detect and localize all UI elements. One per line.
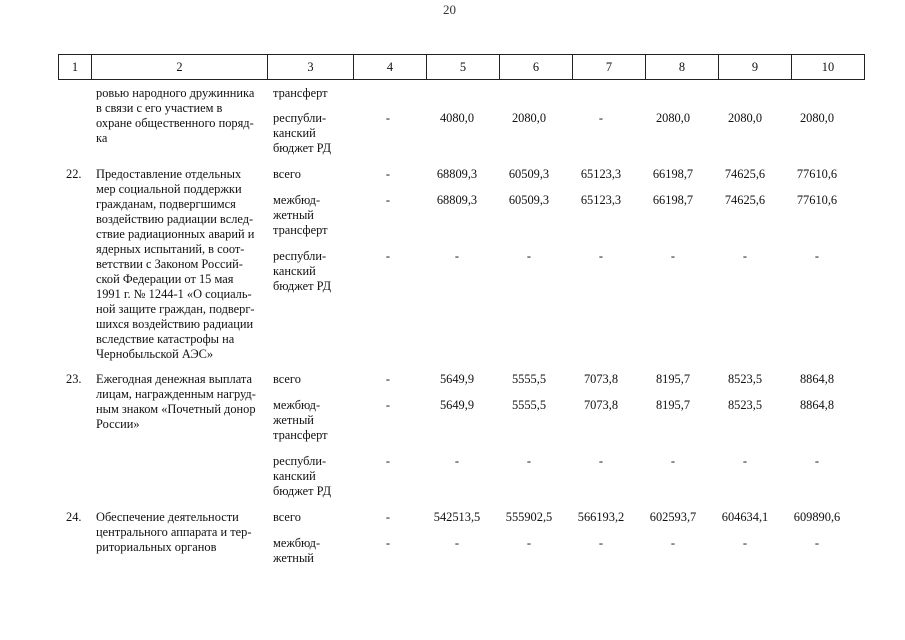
value-col-9: - (742, 454, 748, 468)
source-label-line: всего (273, 372, 301, 386)
header-col-1: 1 (59, 55, 92, 80)
value-col-10: 8864,8 (799, 398, 835, 412)
item-name-line: ствие радиационных аварий и (96, 227, 255, 241)
value-col-6: - (526, 536, 532, 550)
source-label-line: бюджет РД (273, 141, 332, 155)
source-label-line: всего (273, 167, 301, 181)
item-name-line: 1991 г. № 1244-1 «О социаль- (96, 287, 252, 301)
item-name-line: ка (96, 131, 108, 145)
header-col-8: 8 (646, 55, 719, 80)
value-col-10: 2080,0 (799, 111, 835, 125)
source-label-line: трансферт (273, 428, 328, 442)
value-col-8: 66198,7 (652, 193, 694, 207)
item-name-line: Чернобыльской АЭС» (96, 347, 214, 361)
value-col-9: 8523,5 (727, 398, 763, 412)
source-label-line: бюджет РД (273, 484, 332, 498)
value-col-5: 68809,3 (436, 167, 478, 181)
value-col-4: - (385, 398, 391, 412)
source-label-line: республи- (273, 454, 327, 468)
value-col-4: - (385, 536, 391, 550)
item-name-line: ской Федерации от 15 мая (96, 272, 234, 286)
value-col-10: 77610,6 (796, 193, 838, 207)
value-col-7: - (598, 454, 604, 468)
value-col-7: 7073,8 (583, 372, 619, 386)
header-col-10: 10 (792, 55, 865, 80)
source-label-line: межбюд- (273, 193, 321, 207)
item-name-line: Предоставление отдельных (96, 167, 242, 181)
value-col-5: 68809,3 (436, 193, 478, 207)
item-name-line: ровью народного дружинника (96, 86, 255, 100)
value-col-6: 5555,5 (511, 372, 547, 386)
source-label-line: республи- (273, 249, 327, 263)
value-col-8: - (670, 249, 676, 263)
value-col-10: 77610,6 (796, 167, 838, 181)
item-number: 23. (66, 372, 82, 386)
item-name-line: охране общественного поряд- (96, 116, 254, 130)
source-label-line: канский (273, 126, 316, 140)
item-name-line: вследствие катастрофы на (96, 332, 235, 346)
source-label-line: межбюд- (273, 398, 321, 412)
item-name-line: ядерных испытаний, в соот- (96, 242, 245, 256)
header-col-3: 3 (268, 55, 354, 80)
value-col-5: 542513,5 (433, 510, 481, 524)
value-col-6: - (526, 454, 532, 468)
value-col-9: 74625,6 (724, 167, 766, 181)
value-col-7: 7073,8 (583, 398, 619, 412)
item-name-line: Ежегодная денежная выплата (96, 372, 252, 386)
source-label-line: жетный (273, 551, 314, 565)
header-col-5: 5 (427, 55, 500, 80)
value-col-7: 566193,2 (577, 510, 625, 524)
value-col-4: - (385, 249, 391, 263)
source-label-line: канский (273, 264, 316, 278)
item-name-line: ветствии с Законом Россий- (96, 257, 243, 271)
value-col-5: 4080,0 (439, 111, 475, 125)
header-col-9: 9 (719, 55, 792, 80)
value-col-6: 555902,5 (505, 510, 553, 524)
source-label-line: бюджет РД (273, 279, 332, 293)
value-col-4: - (385, 454, 391, 468)
item-name-line: ной защите граждан, подверг- (96, 302, 255, 316)
source-label-line: жетный (273, 208, 314, 222)
value-col-8: 602593,7 (649, 510, 697, 524)
value-col-6: - (526, 249, 532, 263)
value-col-8: 2080,0 (655, 111, 691, 125)
header-col-7: 7 (573, 55, 646, 80)
source-label-line: межбюд- (273, 536, 321, 550)
item-name-line: ным знаком «Почетный донор (96, 402, 256, 416)
item-name-line: центрального аппарата и тер- (96, 525, 252, 539)
source-label-line: трансферт (273, 86, 328, 100)
value-col-10: 8864,8 (799, 372, 835, 386)
value-col-8: 66198,7 (652, 167, 694, 181)
item-name-line: Обеспечение деятельности (96, 510, 239, 524)
item-name-line: шихся воздействию радиации (96, 317, 254, 331)
value-col-5: - (454, 536, 460, 550)
value-col-7: 65123,3 (580, 193, 622, 207)
value-col-9: 74625,6 (724, 193, 766, 207)
item-name-line: лицам, награжденным нагруд- (96, 387, 256, 401)
item-name-line: России» (96, 417, 140, 431)
header-row (58, 54, 865, 80)
value-col-8: - (670, 454, 676, 468)
page-number: 20 (443, 2, 456, 17)
value-col-10: - (814, 536, 820, 550)
value-col-6: 5555,5 (511, 398, 547, 412)
item-name-line: мер социальной поддержки (96, 182, 242, 196)
item-number: 22. (66, 167, 82, 181)
source-label-line: трансферт (273, 223, 328, 237)
value-col-10: 609890,6 (793, 510, 841, 524)
value-col-5: - (454, 454, 460, 468)
value-col-4: - (385, 193, 391, 207)
value-col-8: 8195,7 (655, 372, 691, 386)
value-col-7: - (598, 249, 604, 263)
header-col-4: 4 (354, 55, 427, 80)
source-label-line: жетный (273, 413, 314, 427)
value-col-4: - (385, 372, 391, 386)
header-col-2: 2 (92, 55, 268, 80)
value-col-6: 60509,3 (508, 193, 550, 207)
value-col-4: - (385, 167, 391, 181)
value-col-6: 2080,0 (511, 111, 547, 125)
value-col-8: 8195,7 (655, 398, 691, 412)
item-name-line: риториальных органов (96, 540, 217, 554)
value-col-5: 5649,9 (439, 372, 475, 386)
value-col-9: 2080,0 (727, 111, 763, 125)
value-col-7: 65123,3 (580, 167, 622, 181)
source-label-line: всего (273, 510, 301, 524)
source-label-line: республи- (273, 111, 327, 125)
value-col-10: - (814, 454, 820, 468)
value-col-5: - (454, 249, 460, 263)
value-col-5: 5649,9 (439, 398, 475, 412)
value-col-6: 60509,3 (508, 167, 550, 181)
item-name-line: воздействию радиации вслед- (96, 212, 254, 226)
value-col-9: - (742, 249, 748, 263)
item-name-line: гражданам, подвергшимся (96, 197, 236, 211)
value-col-9: 604634,1 (721, 510, 769, 524)
value-col-10: - (814, 249, 820, 263)
value-col-4: - (385, 111, 391, 125)
item-number: 24. (66, 510, 82, 524)
item-name-line: в связи с его участием в (96, 101, 223, 115)
source-label-line: канский (273, 469, 316, 483)
value-col-8: - (670, 536, 676, 550)
value-col-9: - (742, 536, 748, 550)
header-col-6: 6 (500, 55, 573, 80)
value-col-4: - (385, 510, 391, 524)
value-col-7: - (598, 111, 604, 125)
value-col-9: 8523,5 (727, 372, 763, 386)
value-col-7: - (598, 536, 604, 550)
